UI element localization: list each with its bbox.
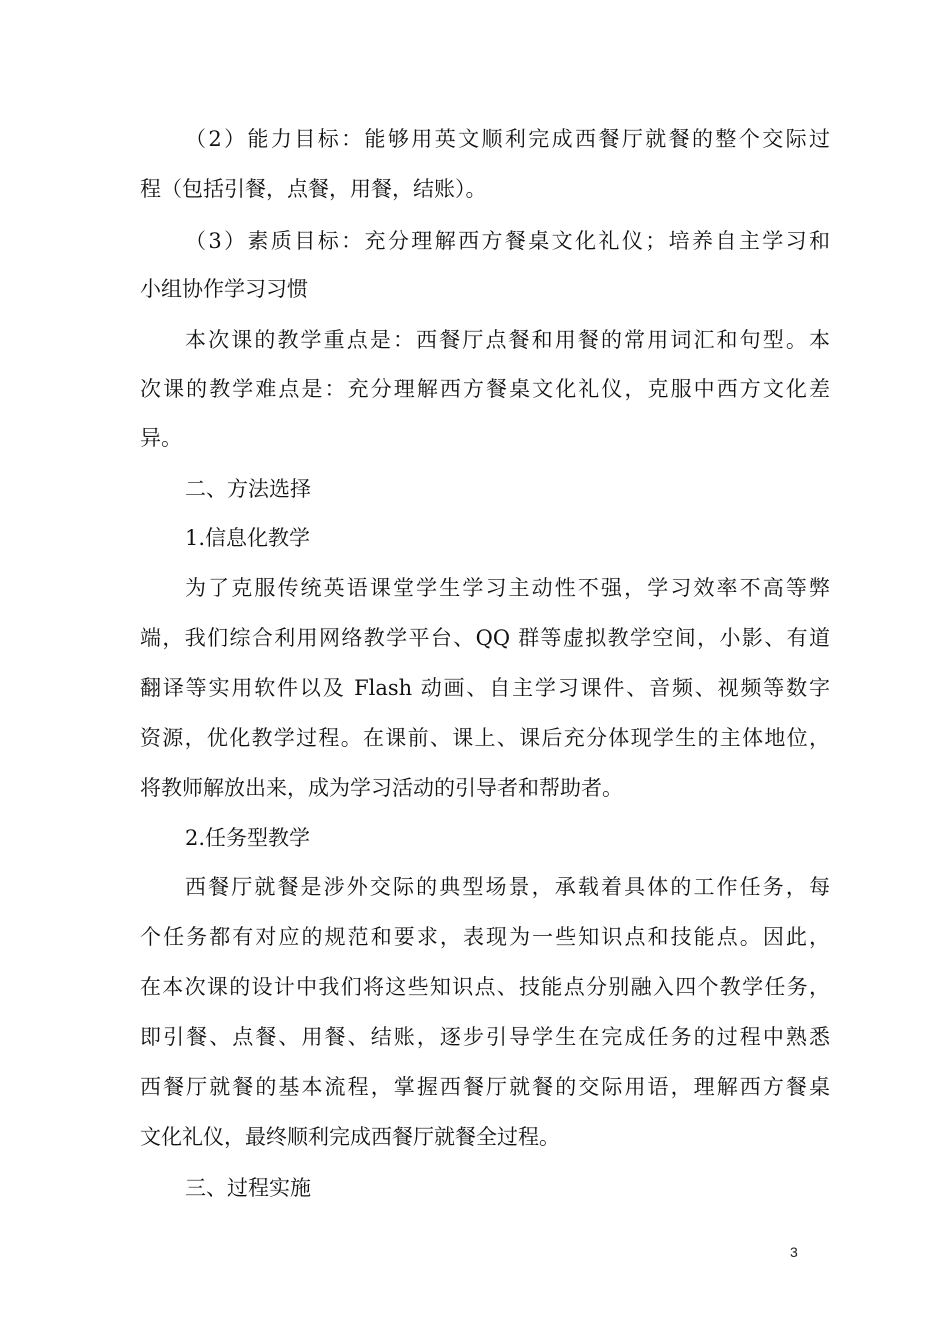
paragraph-line: 即引餐、点餐、用餐、结账，逐步引导学生在完成任务的过程中熟悉 xyxy=(140,1025,830,1049)
paragraph-line: （2）能力目标：能够用英文顺利完成西餐厅就餐的整个交际过 xyxy=(185,127,830,151)
paragraph-line: 程（包括引餐，点餐，用餐，结账）。 xyxy=(140,177,487,201)
subsection-heading: 1.信息化教学 xyxy=(185,526,311,550)
paragraph-line: 端，我们综合利用网络教学平台、QQ 群等虚拟教学空间，小影、有道 xyxy=(140,626,830,650)
paragraph-line: 为了克服传统英语课堂学生学习主动性不强，学习效率不高等弊 xyxy=(185,576,830,600)
paragraph-line: 西餐厅就餐的基本流程，掌握西餐厅就餐的交际用语，理解西方餐桌 xyxy=(140,1075,830,1099)
paragraph-line: 资源，优化教学过程。在课前、课上、课后充分体现学生的主体地位， xyxy=(140,726,830,750)
paragraph-line: 异。 xyxy=(140,426,182,450)
paragraph-line: 翻译等实用软件以及 Flash 动画、自主学习课件、音频、视频等数字 xyxy=(140,676,830,700)
paragraph-line: 小组协作学习习惯 xyxy=(140,277,308,301)
paragraph-line: 本次课的教学重点是：西餐厅点餐和用餐的常用词汇和句型。本 xyxy=(185,328,830,352)
paragraph-line: 文化礼仪，最终顺利完成西餐厅就餐全过程。 xyxy=(140,1125,560,1149)
subsection-heading: 2.任务型教学 xyxy=(185,826,311,850)
paragraph-line: 西餐厅就餐是涉外交际的典型场景，承载着具体的工作任务，每 xyxy=(185,875,830,899)
section-heading: 二、方法选择 xyxy=(185,477,311,501)
paragraph-line: 次课的教学难点是：充分理解西方餐桌文化礼仪，克服中西方文化差 xyxy=(140,377,830,401)
page-number: 3 xyxy=(790,1244,798,1260)
paragraph-line: 将教师解放出来，成为学习活动的引导者和帮助者。 xyxy=(140,776,623,800)
paragraph-line: 在本次课的设计中我们将这些知识点、技能点分别融入四个教学任务， xyxy=(140,975,830,999)
section-heading: 三、过程实施 xyxy=(185,1176,311,1200)
paragraph-line: （3）素质目标：充分理解西方餐桌文化礼仪；培养自主学习和 xyxy=(185,229,830,253)
paragraph-line: 个任务都有对应的规范和要求，表现为一些知识点和技能点。因此， xyxy=(140,925,830,949)
